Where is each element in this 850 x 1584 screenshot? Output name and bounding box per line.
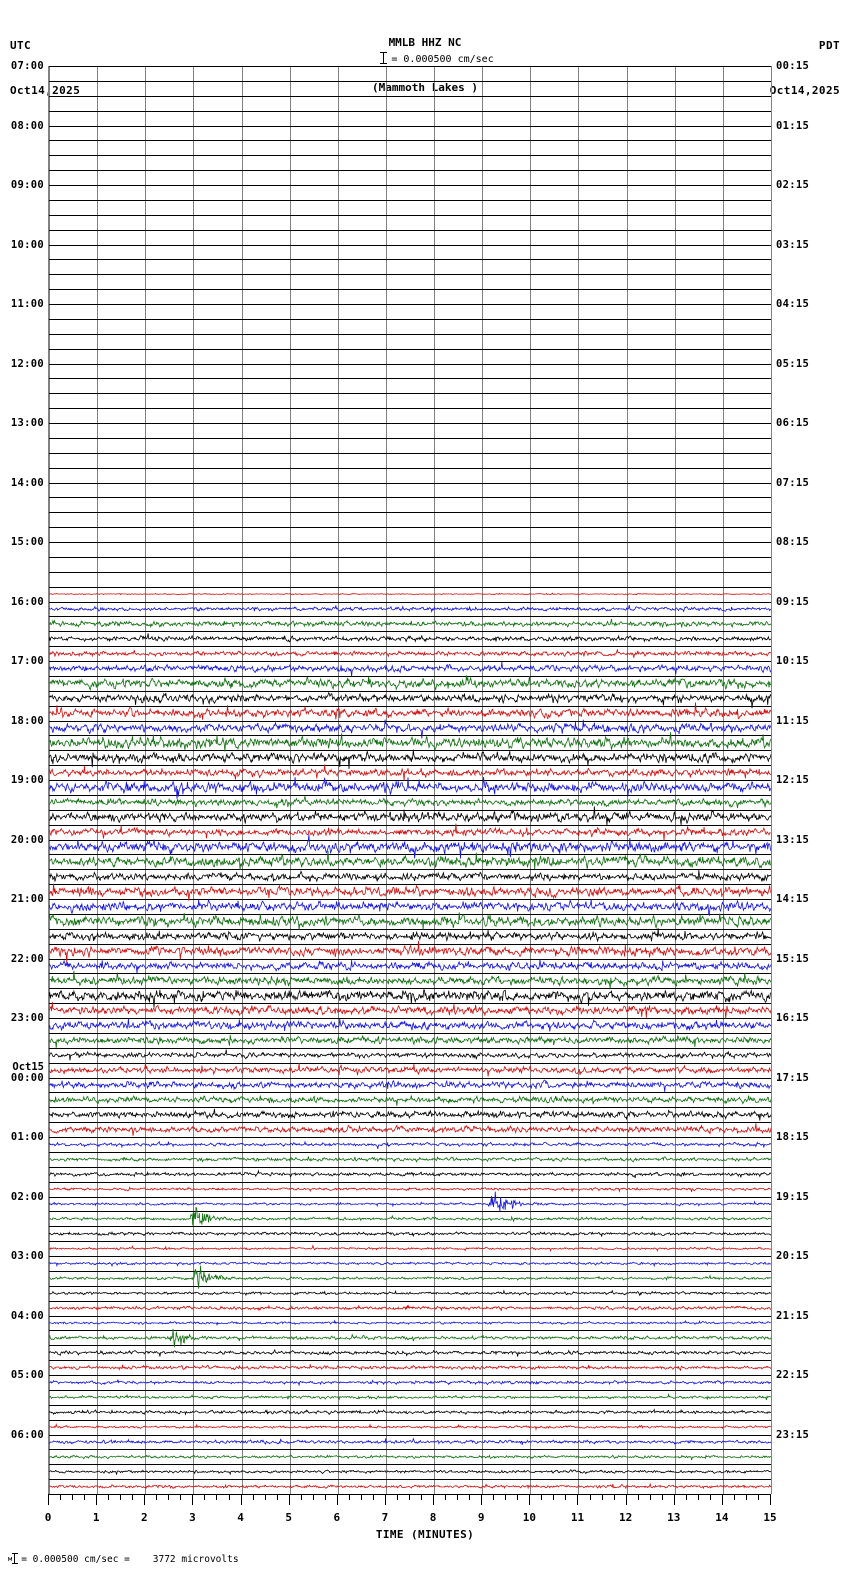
- left-time-label: 03:00: [10, 1250, 44, 1262]
- x-tick-minor: [60, 1494, 61, 1500]
- x-axis-tick-labels: [0, 1511, 850, 1525]
- x-tick-minor: [301, 1494, 302, 1500]
- x-tick-minor: [758, 1494, 759, 1500]
- right-time-label: 13:15: [776, 833, 810, 846]
- x-tick-minor: [553, 1494, 554, 1500]
- x-tick-minor: [204, 1494, 205, 1500]
- right-time-label: 23:15: [776, 1428, 810, 1441]
- seismic-trace: [49, 870, 771, 882]
- seismic-trace: [49, 912, 771, 930]
- seismic-trace: [49, 1266, 771, 1289]
- left-time-label: 23:00: [10, 1012, 44, 1024]
- x-tick-label: 6: [333, 1511, 341, 1524]
- seismic-trace: [49, 1063, 771, 1076]
- x-tick-label: 4: [237, 1511, 244, 1524]
- x-tick-minor: [662, 1494, 663, 1500]
- x-tick-major: [337, 1494, 338, 1505]
- seismic-trace: [49, 593, 771, 595]
- x-tick-minor: [265, 1494, 266, 1500]
- x-tick-label: 1: [92, 1511, 100, 1524]
- seismic-trace: [49, 1080, 771, 1092]
- x-tick-minor: [614, 1494, 615, 1500]
- x-tick-label: 2: [140, 1511, 148, 1524]
- right-time-label: 19:15: [776, 1190, 810, 1203]
- x-tick-label: 3: [189, 1511, 196, 1524]
- seismic-trace: [49, 941, 771, 963]
- x-tick-minor: [445, 1494, 446, 1500]
- seismic-trace: [49, 959, 771, 973]
- seismic-trace: [49, 1470, 771, 1475]
- seismic-trace: [49, 1364, 771, 1370]
- seismic-trace: [49, 971, 771, 989]
- seismic-trace: [49, 1246, 771, 1251]
- left-time-label: 07:00: [10, 60, 44, 72]
- x-tick-minor: [638, 1494, 639, 1500]
- right-time-label: 17:15: [776, 1071, 810, 1084]
- x-tick-label: 13: [667, 1511, 681, 1524]
- x-tick-major: [481, 1494, 482, 1505]
- x-tick-minor: [710, 1494, 711, 1500]
- left-time-label: 22:00: [10, 952, 44, 965]
- seismic-trace: [49, 732, 771, 751]
- left-time-label: 20:00: [10, 833, 44, 846]
- station-title: MMLB HHZ NC: [388, 36, 462, 49]
- x-tick-minor: [72, 1494, 73, 1500]
- x-tick-minor: [493, 1494, 494, 1500]
- x-tick-major: [529, 1494, 530, 1505]
- seismic-trace: [49, 777, 771, 799]
- x-tick-major: [674, 1494, 675, 1505]
- right-time-label: 00:15: [776, 60, 810, 72]
- x-tick-label: 14: [715, 1511, 729, 1524]
- x-tick-label: 12: [618, 1511, 633, 1524]
- left-time-label: 04:00: [10, 1309, 44, 1322]
- seismic-trace: [49, 693, 771, 709]
- x-tick-minor: [602, 1494, 603, 1500]
- x-tick-minor: [325, 1494, 326, 1500]
- right-time-label: 02:15: [776, 179, 810, 191]
- seismic-trace: [49, 1438, 771, 1445]
- seismic-trace: [49, 1455, 771, 1460]
- right-time-label: 04:15: [776, 298, 810, 310]
- left-time-label: 12:00: [10, 357, 44, 370]
- x-tick-major: [770, 1494, 771, 1505]
- right-time-label: 11:15: [776, 714, 810, 727]
- x-tick-major: [144, 1494, 145, 1505]
- x-tick-major: [48, 1494, 49, 1505]
- x-tick-minor: [253, 1494, 254, 1500]
- x-tick-minor: [216, 1494, 217, 1500]
- x-tick-major: [96, 1494, 97, 1505]
- x-tick-label: 9: [477, 1511, 485, 1524]
- x-tick-minor: [313, 1494, 314, 1500]
- left-time-label: 10:00: [10, 238, 44, 251]
- seismic-trace: [49, 605, 771, 612]
- footer-prefix: м: [8, 1555, 13, 1563]
- seismic-trace: [49, 806, 771, 825]
- scale-bar-text: = 0.000500 cm/sec: [391, 54, 494, 65]
- seismic-trace: [49, 1380, 771, 1386]
- right-time-label: 15:15: [776, 952, 810, 965]
- left-time-label: 19:00: [10, 774, 44, 786]
- seismic-trace: [49, 1192, 771, 1212]
- seismic-trace: [49, 1350, 771, 1357]
- x-tick-minor: [469, 1494, 470, 1500]
- seismic-trace: [49, 1321, 771, 1325]
- left-time-label: 06:00: [10, 1428, 44, 1441]
- x-tick-minor: [349, 1494, 350, 1500]
- utc-date: Oct14,2025: [10, 84, 81, 97]
- x-tick-major: [433, 1494, 434, 1505]
- utc-label: UTC: [10, 39, 32, 52]
- x-tick-major: [385, 1494, 386, 1505]
- x-tick-minor: [277, 1494, 278, 1500]
- seismic-trace: [49, 1157, 771, 1162]
- station-location: (Mammoth Lakes ): [372, 81, 478, 94]
- right-time-label: 12:15: [776, 774, 810, 786]
- right-time-label: 06:15: [776, 417, 810, 429]
- seismic-trace: [49, 1019, 771, 1032]
- seismic-trace: [49, 1207, 771, 1225]
- seismic-trace: [49, 1123, 771, 1136]
- seismic-trace: [49, 899, 771, 915]
- seismic-trace: [49, 1109, 771, 1121]
- right-time-label: 07:15: [776, 476, 810, 489]
- right-time-label: 10:15: [776, 655, 810, 667]
- x-tick-minor: [156, 1494, 157, 1500]
- x-axis-ticks: [48, 1494, 770, 1510]
- seismic-trace: [49, 1096, 771, 1106]
- x-tick-minor: [686, 1494, 687, 1500]
- seismic-trace: [49, 675, 771, 690]
- right-time-label: 18:15: [776, 1131, 810, 1143]
- seismic-trace: [49, 619, 771, 628]
- x-tick-minor: [84, 1494, 85, 1500]
- x-tick-minor: [373, 1494, 374, 1500]
- seismic-trace: [49, 1484, 771, 1488]
- x-tick-major: [289, 1494, 290, 1505]
- left-time-label: 16:00: [10, 595, 44, 608]
- seismic-trace: [49, 1142, 771, 1149]
- footer-scale-note: [8, 1553, 239, 1566]
- x-tick-label: 7: [381, 1511, 389, 1524]
- x-tick-minor: [132, 1494, 133, 1500]
- left-time-label: 00:00: [10, 1071, 44, 1084]
- seismic-trace: [49, 851, 771, 870]
- x-axis-title: TIME (MINUTES): [375, 1528, 475, 1541]
- seismic-trace: [49, 1305, 771, 1311]
- seismic-trace: [49, 1187, 771, 1192]
- x-tick-minor: [180, 1494, 181, 1500]
- seismic-trace: [49, 662, 771, 676]
- left-time-label: 13:00: [10, 417, 44, 429]
- seismic-trace: [49, 633, 771, 642]
- seismic-trace: [49, 884, 771, 901]
- x-tick-minor: [120, 1494, 121, 1500]
- x-tick-minor: [229, 1494, 230, 1500]
- seismic-trace: [49, 834, 771, 858]
- right-time-label: 05:15: [776, 357, 810, 370]
- x-tick-label: 15: [763, 1511, 777, 1524]
- x-tick-minor: [361, 1494, 362, 1500]
- x-tick-minor: [409, 1494, 410, 1500]
- seismic-trace: [49, 750, 771, 769]
- x-tick-major: [241, 1494, 242, 1505]
- right-time-label: 01:15: [776, 119, 810, 132]
- x-tick-label: 8: [429, 1511, 437, 1524]
- seismic-trace: [49, 1291, 771, 1296]
- left-time-label: 18:00: [10, 714, 44, 727]
- x-tick-label: 0: [44, 1511, 52, 1524]
- seismic-trace: [49, 1410, 771, 1415]
- footer-ibeam-icon: [12, 1553, 18, 1564]
- footer-text: = 0.000500 cm/sec = 3772 microvolts: [21, 1554, 239, 1565]
- seismic-trace: [49, 928, 771, 941]
- x-tick-minor: [698, 1494, 699, 1500]
- seismogram-plot: [48, 66, 772, 1494]
- left-time-label: 15:00: [10, 536, 44, 548]
- seismic-trace: [49, 720, 771, 739]
- x-tick-label: 10: [522, 1511, 536, 1524]
- x-tick-minor: [421, 1494, 422, 1500]
- trace-layer: [49, 66, 771, 1494]
- seismic-trace: [49, 1395, 771, 1400]
- x-tick-major: [577, 1494, 578, 1505]
- right-time-label: 03:15: [776, 238, 810, 251]
- x-tick-minor: [541, 1494, 542, 1500]
- x-tick-major: [722, 1494, 723, 1505]
- seismic-trace: [49, 765, 771, 781]
- left-time-label: 21:00: [10, 893, 44, 905]
- left-time-label: 14:00: [10, 476, 44, 489]
- left-time-label: 05:00: [10, 1369, 44, 1381]
- seismic-trace: [49, 990, 771, 1008]
- seismic-trace: [49, 1232, 771, 1237]
- right-time-label: 14:15: [776, 893, 810, 905]
- x-tick-minor: [590, 1494, 591, 1500]
- x-tick-minor: [746, 1494, 747, 1500]
- x-tick-label: 11: [570, 1511, 585, 1524]
- right-time-label: 20:15: [776, 1250, 810, 1262]
- left-time-label: 17:00: [10, 655, 44, 667]
- x-tick-minor: [168, 1494, 169, 1500]
- x-tick-minor: [505, 1494, 506, 1500]
- seismic-trace: [49, 796, 771, 808]
- right-time-label: 22:15: [776, 1369, 810, 1381]
- x-tick-label: 5: [285, 1511, 292, 1524]
- x-tick-minor: [397, 1494, 398, 1500]
- seismic-trace: [49, 1050, 771, 1061]
- x-tick-major: [192, 1494, 193, 1505]
- x-tick-minor: [650, 1494, 651, 1500]
- pdt-date: Oct14,2025: [769, 84, 840, 97]
- right-time-label: 08:15: [776, 536, 810, 548]
- seismic-trace: [49, 1424, 771, 1429]
- seismic-trace: [49, 1329, 771, 1347]
- right-time-label: 16:15: [776, 1012, 810, 1024]
- left-time-label: 01:00: [10, 1131, 44, 1143]
- x-tick-minor: [565, 1494, 566, 1500]
- x-tick-minor: [517, 1494, 518, 1500]
- left-time-label: 11:00: [10, 298, 44, 310]
- seismic-trace: [49, 1002, 771, 1018]
- x-tick-minor: [457, 1494, 458, 1500]
- seismic-trace: [49, 1035, 771, 1048]
- left-time-label: 02:00: [10, 1190, 44, 1203]
- x-tick-major: [626, 1494, 627, 1505]
- pdt-label: PDT: [818, 39, 840, 52]
- seismic-trace: [49, 1262, 771, 1266]
- left-time-label: 08:00: [10, 119, 44, 132]
- seismic-trace: [49, 824, 771, 841]
- x-tick-minor: [108, 1494, 109, 1500]
- right-time-label: 21:15: [776, 1309, 810, 1322]
- left-time-label: 09:00: [10, 179, 44, 191]
- seismic-trace: [49, 702, 771, 719]
- day-break-label: Oct15: [12, 1060, 44, 1073]
- seismic-trace: [49, 1171, 771, 1178]
- x-tick-minor: [734, 1494, 735, 1500]
- scale-ibeam-icon: [380, 52, 387, 64]
- right-time-label: 09:15: [776, 595, 810, 608]
- seismic-trace: [49, 649, 771, 658]
